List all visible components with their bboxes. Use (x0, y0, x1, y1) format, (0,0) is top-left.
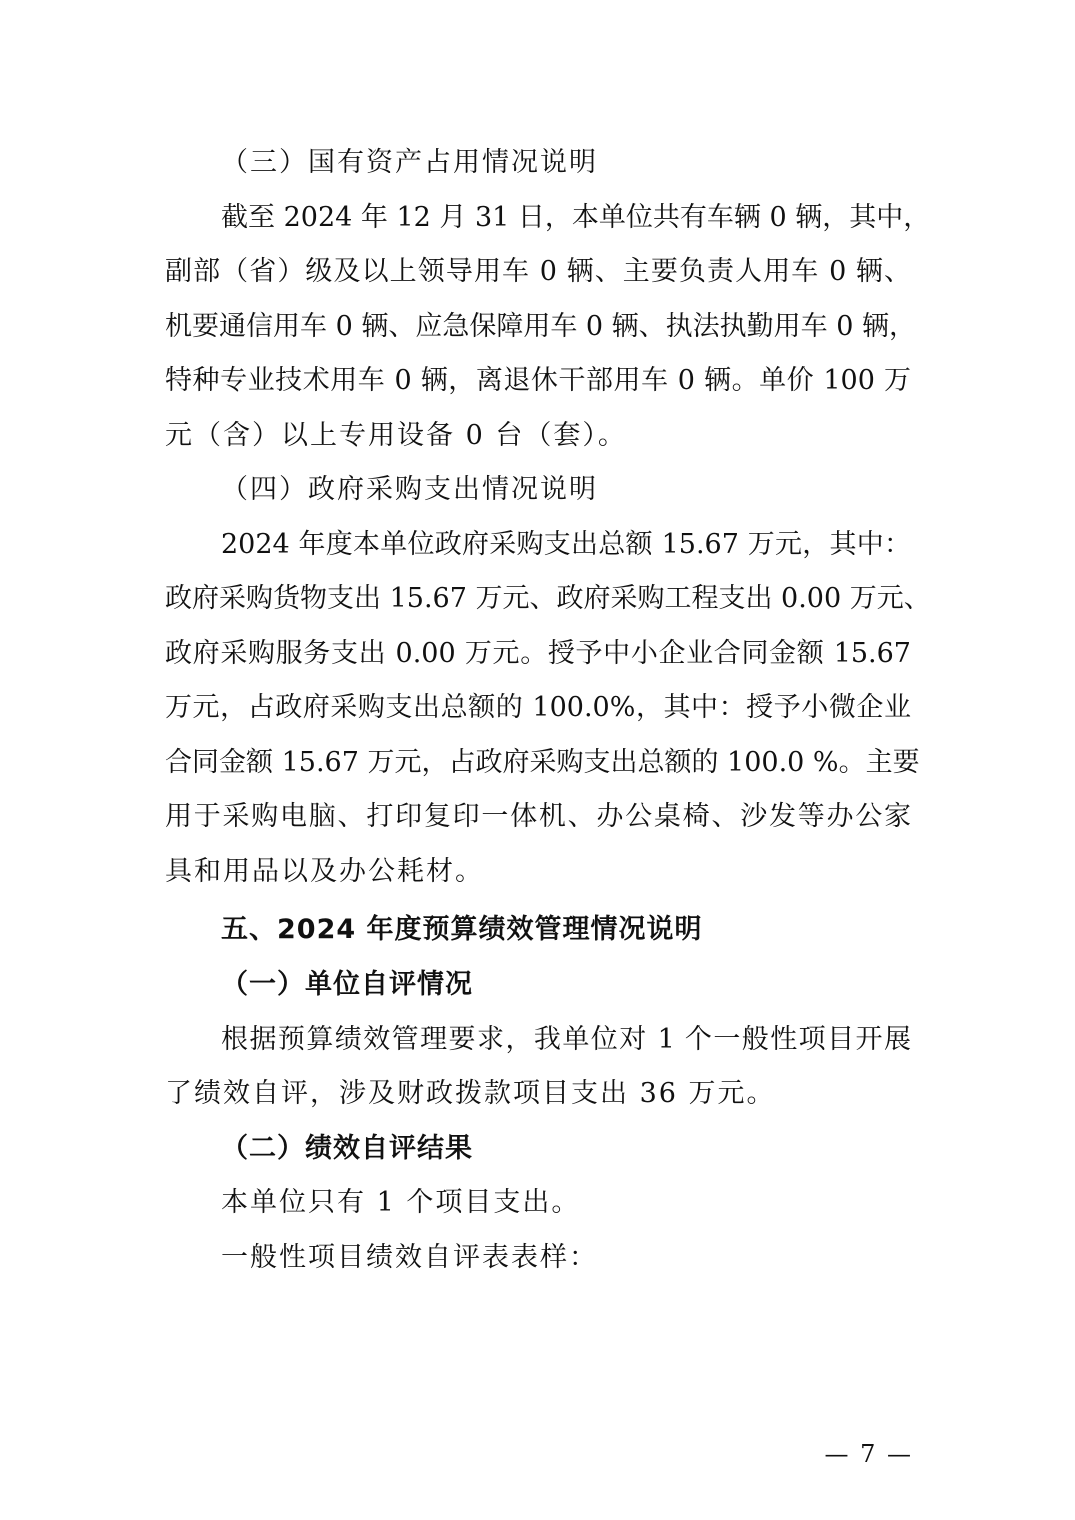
paragraph-line: 元（含）以上专用设备 0 台（套）。 (165, 419, 627, 451)
paragraph-line: 政府采购服务支出 0.00 万元。授予中小企业合同金额 15.67 (165, 637, 911, 669)
paragraph-line: 一般性项目绩效自评表表样： (221, 1241, 598, 1273)
paragraph-line: 具和用品以及办公耗材。 (165, 855, 484, 887)
paragraph-line: 政府采购货物支出 15.67 万元、政府采购工程支出 0.00 万元、 (165, 583, 931, 614)
page-number: — 7 — (824, 1440, 913, 1468)
paragraph-line: 副部（省）级及以上领导用车 0 辆、主要负责人用车 0 辆、 (165, 256, 911, 287)
heading-results: （二）绩效自评结果 (221, 1132, 473, 1164)
paragraph-line: 本单位只有 1 个项目支出。 (221, 1187, 581, 1218)
paragraph-line: 特种专业技术用车 0 辆，离退休干部用车 0 辆。单价 100 万 (165, 365, 911, 396)
heading-assets: （三）国有资产占用情况说明 (221, 147, 598, 178)
paragraph-line: 了绩效自评，涉及财政拨款项目支出 36 万元。 (165, 1078, 776, 1109)
paragraph-line: 用于采购电脑、打印复印一体机、办公桌椅、沙发等办公家 (165, 801, 911, 832)
paragraph-line: 合同金额 15.67 万元，占政府采购支出总额的 100.0 %。主要 (165, 746, 920, 778)
heading-procurement: （四）政府采购支出情况说明 (221, 474, 598, 505)
page-content (165, 136, 931, 1285)
heading-self-eval: （一）单位自评情况 (221, 969, 473, 1000)
paragraph-line: 机要通信用车 0 辆、应急保障用车 0 辆、执法执勤用车 0 辆， (165, 310, 917, 342)
paragraph-line: 2024 年度本单位政府采购支出总额 15.67 万元，其中： (221, 528, 911, 560)
paragraph-line: 根据预算绩效管理要求，我单位对 1 个一般性项目开展 (221, 1023, 911, 1055)
paragraph-line: 截至 2024 年 12 月 31 日，本单位共有车辆 0 辆，其中， (221, 201, 931, 233)
heading-performance: 五、2024 年度预算绩效管理情况说明 (221, 914, 703, 945)
paragraph-line: 万元，占政府采购支出总额的 100.0%，其中：授予小微企业 (165, 692, 911, 723)
